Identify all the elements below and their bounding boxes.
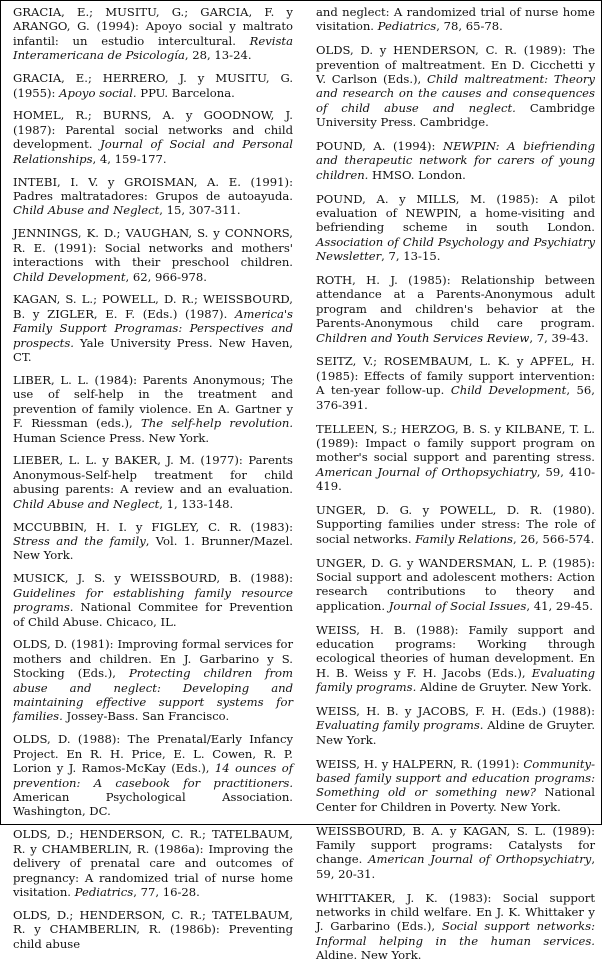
reference-entry [316, 757, 595, 815]
reference-entry [316, 824, 595, 882]
reference-source-title: Apoyo social. [59, 85, 137, 100]
reference-text: UNGER, D. G. y WANDERSMAN, L. P. (1985): Social support and adolescent mothers: Action research contributions to theory and application. [316, 555, 595, 613]
reference-entry [316, 503, 595, 546]
reference-text: , 59, 410-419. [316, 464, 595, 494]
reference-source-title: Pediatrics [377, 19, 437, 34]
reference-source-title: Journal of Social and Personal Relationships [13, 137, 294, 166]
reference-text: , 28, 13-24. [184, 48, 252, 63]
reference-source-title: Child maltreatment: Theory and research on the causes and consequences of child abuse and neglect. [316, 72, 595, 115]
reference-source-title: Association of Child Psychology and Psychiatry Newsletter [316, 234, 595, 264]
reference-source-title: Social support networks: Informal helping in the human services. [316, 919, 595, 948]
reference-source-title: Child Abuse and Neglect [13, 203, 160, 218]
reference-text: , 59, 20-31. [316, 852, 595, 881]
reference-entry [316, 43, 595, 129]
reference-entry [316, 139, 595, 182]
reference-text: KAGAN, S. L.; POWELL, D. R.; WEISSBOURD, B. y ZIGLER, E. F. (Eds.) (1987). [13, 292, 293, 321]
reference-source-title: 14 ounces of prevention: A casebook for practitioners. [13, 761, 293, 790]
reference-text: , 56, 376-391. [316, 383, 595, 412]
reference-text: , 7, 13-15. [381, 249, 441, 264]
reference-source-title: Stress and the family [13, 534, 146, 548]
reference-source-title: Protecting children from abuse and neglect: Developing and maintaining effective support systems for families. [13, 666, 293, 724]
reference-source-title: Community-based family support and education programs: Something old or something new? [316, 756, 595, 800]
reference-text: , Vol. 1. Brunner/Mazel. New York. [13, 534, 293, 563]
reference-text: LIBER, L. L. (1984): Parents Anonymous; The use of self-help in the treatment and prevention of family violence. En A. Gartner y F. Riessman (eds.), [13, 372, 293, 431]
reference-entry [13, 453, 293, 511]
reference-entry [316, 192, 595, 264]
reference-entry [13, 292, 293, 364]
reference-text: PPU. Barcelona. [136, 85, 235, 100]
reference-source-title: Pediatrics [74, 884, 134, 899]
reference-text: MUSICK, J. S. y WEISSBOURD, B. (1988): [13, 571, 293, 586]
reference-text: HOMEL, R.; BURNS, A. y GOODNOW, J. (1987): Parental social networks and child development. [13, 108, 293, 152]
reference-entry [316, 273, 595, 345]
reference-text: , 7, 39-43. [529, 330, 589, 345]
reference-text: Jossey-Bass. San Francisco. [62, 709, 230, 724]
reference-text: , 26, 566-574. [513, 531, 595, 546]
reference-entry [13, 637, 293, 723]
reference-text: WHITTAKER, J. K. (1983): Social support networks in child welfare. En J. K. Whittaker y J. Garbarino (Eds.), [316, 890, 595, 934]
reference-entry [13, 827, 293, 899]
reference-source-title: The self-help revolution. [141, 416, 294, 431]
reference-text: UNGER, D. G. y POWELL, D. R. (1980). Supporting families under stress: The role of social networks. [316, 502, 595, 546]
references-left-column [13, 5, 293, 960]
reference-text: SEITZ, V.; ROSEMBAUM, L. K. y APFEL, H. (1985): Effects of family support intervention: A ten-year follow-up. [316, 354, 595, 398]
reference-source-title: Child Development [450, 383, 567, 398]
reference-text: American Psychological Association. Washington, DC. [13, 790, 293, 819]
reference-text: HMSO. London. [368, 167, 466, 182]
reference-entry [13, 71, 293, 100]
reference-text: OLDS, D.; HENDERSON, C. R.; TATELBAUM, R. y CHAMBERLIN, R. (1986a): Improving the delivery of prenatal care and outcomes of pregnancy: A randomized trial of nurse home visitation. [13, 827, 293, 899]
reference-source-title: Revista Interamericana de Psicología [13, 33, 293, 63]
reference-source-title: Guidelines for establishing family resource programs. [13, 585, 293, 615]
reference-entry [13, 732, 293, 818]
reference-text: OLDS, D.; HENDERSON, C. R.; TATELBAUM, R. y CHAMBERLIN, R. (1986b): Preventing child abuse [13, 907, 293, 951]
reference-entry [316, 354, 595, 412]
reference-text: WEISSBOURD, B. A. y KAGAN, S. L. (1989): Family support programs: Catalysts for change. [316, 823, 595, 867]
reference-text: , 15, 307-311. [159, 203, 241, 218]
reference-entry [316, 891, 595, 963]
reference-text: , 41, 29-45. [526, 598, 593, 613]
reference-text: WEISS, H. B. y JACOBS, F. H. (Eds.) (1988): [316, 703, 595, 718]
reference-entry [13, 226, 293, 284]
reference-text: Aldine de Gruyter. New York. [316, 718, 596, 747]
reference-text: LIEBER, L. L. y BAKER, J. M. (1977): Parents Anonymous-Self-help treatment for child abusing parents: A review and an evaluation. [13, 453, 293, 497]
reference-source-title: NEWPIN: A biefriending and therapeutic network for carers of young children. [316, 139, 595, 182]
reference-text: OLDS, D. (1981): Improving formal services for mothers and children. En J. Garbarino y S. Stocking (Eds.), [13, 637, 293, 681]
reference-text: , 1, 133-148. [159, 496, 234, 511]
reference-text: ROTH, H. J. (1985): Relationship between attendance at a Parents-Anonymous adult program and children's behavior at the Parents-Anonymous child care program. [316, 273, 595, 331]
reference-entry [316, 422, 595, 494]
reference-source-title: Child Abuse and Neglect [13, 496, 160, 511]
reference-source-title: Children and Youth Services Review [316, 330, 530, 345]
reference-entry [13, 108, 293, 166]
reference-text: WEISS, H. B. (1988): Family support and education programs: Working through ecological theories of human development. En H. B. Weiss y F. H. Jacobs (Eds.), [316, 622, 595, 680]
reference-text: OLDS, D. (1988): The Prenatal/Early Infancy Project. En R. H. Price, E. L. Cowen, R. P. Lorion y J. Ramos-McKay (Eds.), [13, 732, 293, 776]
reference-text: GRACIA, E.; MUSITU, G.; GARCIA, F. y ARANGO, G. (1994): Apoyo social y maltrato infantil: un estudio intercultural. [13, 5, 293, 48]
reference-text: Aldine. New York. [316, 948, 422, 963]
reference-text: JENNINGS, K. D.; VAUGHAN, S. y CONNORS, R. E. (1991): Social networks and mothers' interactions with their preschool children. [13, 226, 293, 270]
reference-source-title: America's Family Support Programas: Perspectives and prospects. [13, 306, 293, 350]
reference-source-title: Journal of Social Issues [388, 598, 527, 613]
reference-entry [316, 623, 595, 695]
reference-text: Cambridge University Press. Cambridge. [316, 100, 595, 130]
reference-source-title: American Journal of Orthopsychiatry [316, 464, 537, 479]
reference-text: and neglect: A randomized trial of nurse home visitation. [316, 5, 595, 34]
reference-text: , 77, 16-28. [133, 884, 200, 899]
reference-entry [316, 704, 595, 747]
reference-source-title: Evaluating family programs. [316, 665, 595, 695]
reference-text: National Commitee for Prevention of Child Abuse. Chicaco, IL. [13, 600, 293, 629]
reference-text: POUND, A. y MILLS, M. (1985): A pilot evaluation of NEWPIN, a home-visiting and befriending scheme in south London. [316, 191, 595, 235]
reference-source-title: Evaluating family programs. [316, 718, 484, 733]
reference-source-title: Family Relations [415, 531, 514, 546]
reference-text: POUND, A. (1994): [316, 139, 444, 154]
reference-source-title: American Journal of Orthopsychiatry [368, 852, 592, 867]
reference-text: MCCUBBIN, H. I. y FIGLEY, C. R. (1983): [13, 519, 293, 534]
reference-text: , 78, 65-78. [436, 19, 503, 34]
reference-text: Human Science Press. New York. [13, 430, 210, 445]
reference-text: Yale University Press. New Haven, CT. [13, 335, 293, 365]
reference-text: WEISS, H. y HALPERN, R. (1991): [316, 756, 524, 771]
reference-text: , 62, 966-978. [125, 269, 207, 284]
reference-text: National Center for Children in Poverty. New York. [316, 785, 595, 814]
reference-text: Aldine de Gruyter. New York. [416, 680, 592, 695]
reference-text: GRACIA, E.; HERRERO, J. y MUSITU, G. (1955): [13, 71, 293, 100]
reference-entry [13, 175, 293, 218]
reference-text: , 4, 159-177. [92, 151, 167, 166]
reference-text: OLDS, D. y HENDERSON, C. R. (1989): The prevention of maltreatment. En D. Cicchetti y V. Carlson (Eds.), [316, 43, 595, 87]
reference-entry [13, 908, 293, 951]
reference-entry [316, 5, 595, 34]
reference-entry [13, 373, 293, 445]
reference-entry [13, 520, 293, 563]
reference-text: TELLEEN, S.; HERZOG, B. S. y KILBANE, T. L. (1989): Impact o family support program on mother's social support and parenting stress. [316, 421, 595, 465]
reference-entry [316, 556, 595, 614]
reference-text: INTEBI, I. V. y GROISMAN, A. E. (1991): Padres maltratadores: Grupos de autoayuda. [13, 174, 293, 203]
reference-source-title: Child Development [13, 269, 126, 284]
reference-entry [13, 571, 293, 629]
reference-entry [13, 5, 293, 63]
